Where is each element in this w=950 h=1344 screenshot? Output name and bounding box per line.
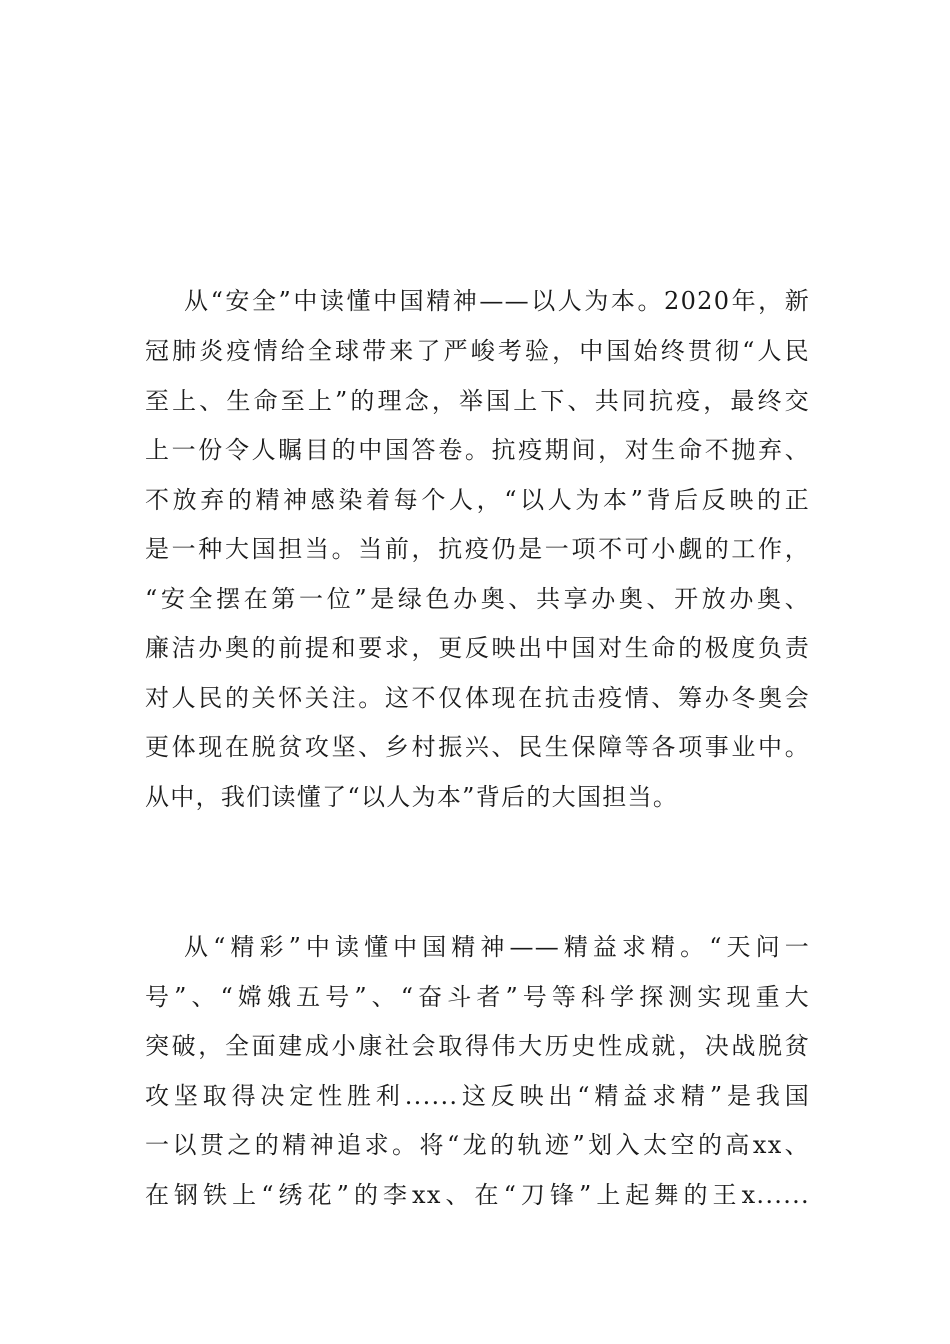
text-line: 更体现在脱贫攻坚、乡村振兴、民生保障等各项事业中。 — [145, 733, 810, 761]
text-line: 从“安全”中读懂中国精神——以人为本。2020年，新 — [184, 287, 810, 315]
text-line: 对人民的关怀关注。这不仅体现在抗击疫情、筹办冬奥会 — [145, 684, 810, 712]
text-line: 至上、生命至上”的理念，举国上下、共同抗疫，最终交 — [145, 387, 810, 415]
text-line: 不放弃的精神感染着每个人，“以人为本”背后反映的正 — [145, 486, 810, 514]
text-line: “安全摆在第一位”是绿色办奥、共享办奥、开放办奥、 — [145, 585, 810, 613]
text-line: 突破，全面建成小康社会取得伟大历史性成就，决战脱贫 — [145, 1032, 810, 1060]
text-line: 一以贯之的精神追求。将“龙的轨迹”划入太空的高xx、 — [145, 1131, 810, 1159]
text-line: 是一种大国担当。当前，抗疫仍是一项不可小觑的工作， — [145, 535, 810, 563]
text-line: 号”、“嫦娥五号”、“奋斗者”号等科学探测实现重大 — [145, 983, 810, 1011]
text-line: 从“精彩”中读懂中国精神——精益求精。“天问一 — [184, 933, 810, 961]
text-line: 从中，我们读懂了“以人为本”背后的大国担当。 — [145, 783, 679, 811]
text-line: 廉洁办奥的前提和要求，更反映出中国对生命的极度负责 — [145, 634, 810, 662]
text-line: 在钢铁上“绣花”的李xx、在“刀锋”上起舞的王x...... — [145, 1181, 810, 1209]
text-line: 攻坚取得决定性胜利......这反映出“精益求精”是我国 — [145, 1082, 810, 1110]
text-line: 冠肺炎疫情给全球带来了严峻考验，中国始终贯彻“人民 — [145, 337, 810, 365]
text-line: 上一份令人瞩目的中国答卷。抗疫期间，对生命不抛弃、 — [145, 436, 810, 464]
